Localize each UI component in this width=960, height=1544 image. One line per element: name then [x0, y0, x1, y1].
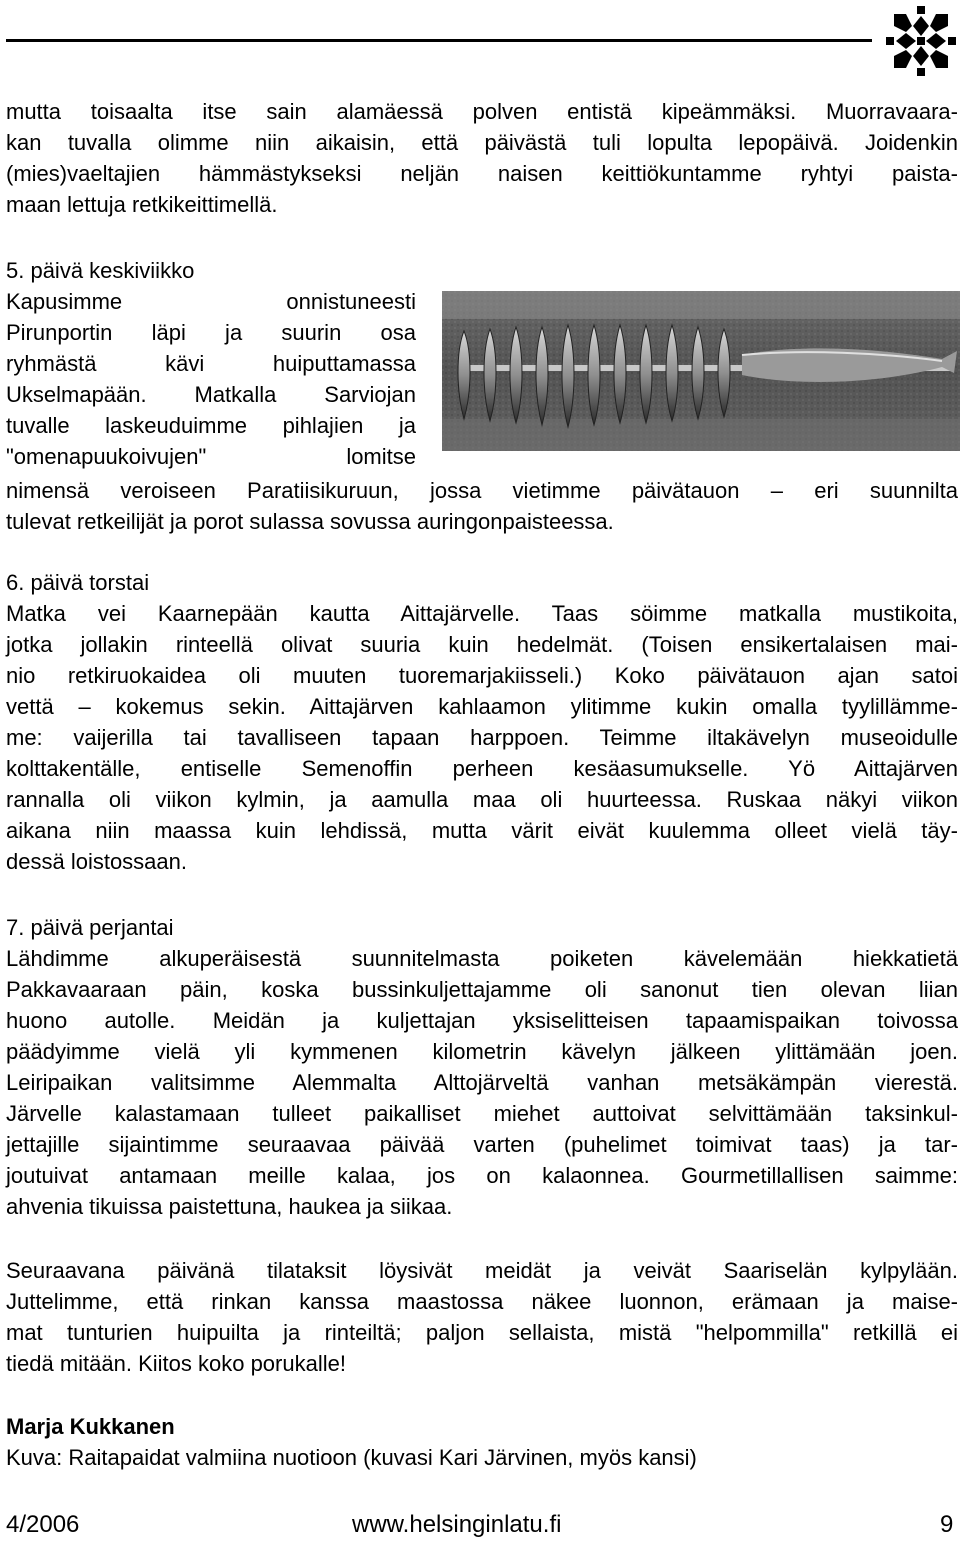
text-line: päädyimme vielä yli kymmenen kilometrin kävelyn jälkeen ylittämään joen.: [6, 1039, 958, 1064]
header-rule: [6, 39, 872, 42]
text-line: Ukselmapään. Matkalla Sarviojan: [6, 382, 416, 407]
text-line: aikana niin maassa kuin lehdissä, mutta värit eivät kuulemma olleet vielä täy-: [6, 818, 958, 843]
text-line: tulevat retkeilijät ja porot sulassa sovussa auringonpaisteessa.: [6, 509, 614, 534]
text-line: maan lettuja retkikeittimellä.: [6, 192, 278, 217]
text-line: Juttelimme, että rinkan kanssa maastossa näkee luonnon, erämaan ja maise-: [6, 1289, 958, 1314]
footer-issue: 4/2006: [6, 1511, 80, 1538]
footer-website[interactable]: www.helsinginlatu.fi: [352, 1511, 562, 1538]
text-line: "omenapuukoivujen" lomitse: [6, 444, 416, 469]
text-line: Pakkavaaraan päin, koska bussinkuljettajamme oli sanonut tien olevan liian: [6, 977, 958, 1002]
day6-heading: 6. päivä torstai: [6, 570, 150, 595]
text-line: mutta toisaalta itse sain alamäessä polven entistä kipeämmäksi. Muorravaara-: [6, 99, 958, 124]
text-line: me: vaijerilla tai tavalliseen tapaan harppoen. Teimme iltakävelyn museoidulle: [6, 725, 958, 750]
day7-paragraph: [6, 943, 958, 1222]
text-line: joutuivat antamaan meille kalaa, jos on kalaonnea. Gourmetillallisen saimme:: [6, 1163, 958, 1188]
text-line: kan tuvalla olimme niin aikaisin, että päivästä tuli lopulta lepopäivä. Joidenkin: [6, 130, 958, 155]
text-line: Kapusimme onnistuneesti: [6, 289, 416, 314]
text-line: Seuraavana päivänä tilataksit löysivät meidät ja veivät Saariselän kylpylään.: [6, 1258, 958, 1283]
day5-paragraph-continued: [6, 475, 958, 537]
text-line: (mies)vaeltajien hämmästykseksi neljän naisen keittiökuntamme ryhtyi paista-: [6, 161, 958, 186]
day7-heading: 7. päivä perjantai: [6, 915, 174, 940]
text-line: Leiripaikan valitsimme Alemmalta Alttojärveltä vanhan metsäkämpän vierestä.: [6, 1070, 958, 1095]
text-line: jotka jollakin rinteellä olivat suuria kuin hedelmät. (Toisen ensikertalaisen mai-: [6, 632, 958, 657]
text-line: rannalla oli viikon kylmin, ja aamulla maa oli huurteessa. Ruskaa näkyi viikon: [6, 787, 958, 812]
photo-caption: Kuva: Raitapaidat valmiina nuotioon (kuvasi Kari Järvinen, myös kansi): [6, 1445, 697, 1470]
day6-paragraph: [6, 598, 958, 877]
text-line: Pirunportin läpi ja suurin osa: [6, 320, 416, 345]
footer-page-number: 9: [940, 1511, 954, 1538]
text-line: tiedä mitään. Kiitos koko porukalle!: [6, 1351, 346, 1376]
text-line: Matka vei Kaarnepään kautta Aittajärvelle. Taas söimme matkalla mustikoita,: [6, 601, 958, 626]
snowflake-pattern-icon: [884, 4, 958, 78]
intro-paragraph: [6, 96, 958, 220]
text-line: Lähdimme alkuperäisestä suunnitelmasta poiketen kävelemään hiekkatietä: [6, 946, 958, 971]
text-line: ryhmästä kävi huiputtamassa: [6, 351, 416, 376]
text-line: vettä – kokemus sekin. Aittajärven kahlaamon ylitimme kukin omalla tyylillämme-: [6, 694, 958, 719]
text-line: nio retkiruokaidea oli muuten tuoremarjakiisseli.) Koko päivätauon ajan satoi: [6, 663, 958, 688]
text-line: jettajille sijaintimme seuraavaa päivää varten (puhelimet toimivat taas) ja tar-: [6, 1132, 958, 1157]
author-name: Marja Kukkanen: [6, 1414, 175, 1439]
text-line: nimensä veroiseen Paratiisikuruun, jossa vietimme päivätauon – eri suunnilta: [6, 478, 958, 503]
day5-heading: 5. päivä keskiviikko: [6, 258, 195, 283]
day5-narrow-paragraph: [6, 286, 416, 472]
text-line: Järvelle kalastamaan tulleet paikalliset miehet auttoivat selvittämään taksinkul-: [6, 1101, 958, 1126]
text-line: huono autolle. Meidän ja kuljettajan yksiselitteisen tapaamispaikan toivossa: [6, 1008, 958, 1033]
text-line: dessä loistossaan.: [6, 849, 187, 874]
text-line: ahvenia tikuissa paistettuna, haukea ja siikaa.: [6, 1194, 453, 1219]
text-line: mat tunturien huipuilta ja rinteiltä; paljon sellaista, mistä "helpommilla" retkillä ei: [6, 1320, 958, 1345]
closing-paragraph: [6, 1255, 958, 1379]
text-line: kolttakentälle, entiselle Semenoffin perheen kesäasumukselle. Yö Aittajärven: [6, 756, 958, 781]
text-line: tuvalle laskeuduimme pihlajien ja: [6, 413, 416, 438]
fish-photo: [442, 291, 960, 451]
